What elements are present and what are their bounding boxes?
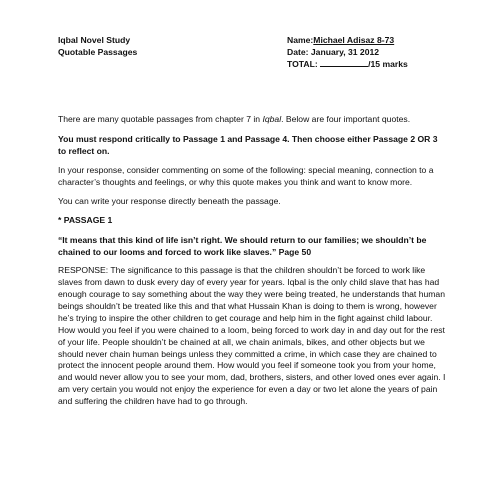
passage-response: RESPONSE: The significance to this passage is that the children shouldn’t be forced to work like slaves from dawn to dusk every day of every year for years. Iqbal is the only child slave that has had enough courage to say something about the way they were being treated, he understands that human beings shouldn’t be treated like this and that what Hussain Khan is doing to them is wrong, however he’s trying to inspire the other children to get courage and help him in the fight against child labour. How would you feel if you were chained to a loom, being forced to work day in and day out for the rest of your life. People shouldn’t be chained at all, we chain animals, bikes, and other objects but we should never chain human beings unless they committed a crime, in which case they are chained to protect the innocent people around them. How would you feel if someone took you from your home, and would never allow you to see your mom, dad, brothers, sisters, and other loved ones ever again. I am very certain you would not enjoy the experience for even a day or two let alone the years of pain and suffering the children have had to go through. bbox=[58, 265, 446, 407]
passage-quote: “It means that this kind of life isn’t right. We should return to our families; we shouldn’t be chained to our looms and forced to work like slaves.” Page 50 bbox=[58, 235, 427, 258]
instruction-paragraph: You must respond critically to Passage 1 and Passage 4. Then choose either Passage 2 OR 3 to reflect on. bbox=[58, 133, 438, 156]
total-label: TOTAL: bbox=[287, 59, 318, 69]
total-suffix: /15 marks bbox=[368, 59, 408, 69]
intro-book-title: Iqbal bbox=[262, 114, 282, 124]
consider-paragraph: In your response, consider commenting on some of the following: special meaning, connection to a character’s thoughts and feelings, or why this quote makes you think and want to know more. bbox=[58, 164, 434, 187]
date-line bbox=[287, 46, 457, 58]
date-label: Date: bbox=[287, 47, 309, 57]
name-value: Michael Adisaz 8-73 bbox=[313, 35, 395, 45]
document-header bbox=[58, 34, 448, 70]
passage-heading: * PASSAGE 1 bbox=[58, 215, 113, 226]
date-value: January, 31 2012 bbox=[310, 47, 380, 57]
document-subtitle: Quotable Passages bbox=[58, 47, 138, 57]
total-blank bbox=[320, 58, 368, 67]
total-line bbox=[287, 58, 457, 70]
intro-text-1: There are many quotable passages from chapter 7 in bbox=[58, 114, 263, 124]
write-note: You can write your response directly beneath the passage. bbox=[58, 195, 281, 206]
intro-paragraph bbox=[58, 114, 448, 126]
header-right bbox=[287, 34, 457, 70]
name-label: Name: bbox=[287, 35, 314, 45]
name-line bbox=[287, 34, 457, 46]
intro-text-2: . Below are four important quotes. bbox=[281, 114, 411, 124]
header-left bbox=[58, 34, 137, 58]
document-page bbox=[58, 34, 448, 408]
document-title: Iqbal Novel Study bbox=[58, 35, 131, 45]
